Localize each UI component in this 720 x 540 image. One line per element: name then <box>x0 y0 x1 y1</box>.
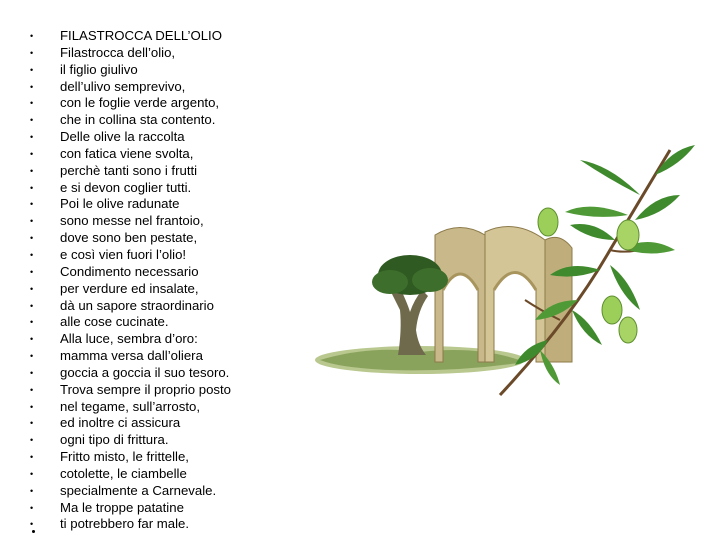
poem-line <box>30 112 231 129</box>
poem-line-text: per verdure ed insalate, <box>60 280 199 296</box>
poem-line-text: specialmente a Carnevale. <box>60 482 217 498</box>
poem-line <box>30 264 231 281</box>
poem-line-text: con fatica viene svolta, <box>60 145 194 161</box>
aqueduct-ruin <box>435 227 572 362</box>
bullet-icon: • <box>30 300 34 311</box>
poem-line-text: Ma le troppe patatine <box>60 499 184 515</box>
bullet-icon: • <box>30 485 34 496</box>
poem-line <box>30 348 231 365</box>
poem-line-text: Alla luce, sembra d’oro: <box>60 331 198 347</box>
bullet-icon: • <box>30 435 34 446</box>
bullet-icon: • <box>30 418 34 429</box>
bullet-icon: • <box>30 47 34 58</box>
bullet-icon: • <box>30 266 34 277</box>
poem-line <box>30 331 231 348</box>
poem-line <box>30 62 231 79</box>
poem-line-text: Poi le olive radunate <box>60 196 180 212</box>
bullet-icon: • <box>30 132 34 143</box>
poem-line-text: Delle olive la raccolta <box>60 129 185 145</box>
poem-line <box>30 432 231 449</box>
poem-line-text: dà un sapore straordinario <box>60 297 214 313</box>
bullet-icon: • <box>30 199 34 210</box>
bullet-icon: • <box>30 384 34 395</box>
poem-line <box>30 129 231 146</box>
bullet-icon: • <box>30 519 34 530</box>
poem-line <box>30 196 231 213</box>
poem-line-text: ed inoltre ci assicura <box>60 415 181 431</box>
bullet-icon: • <box>30 317 34 328</box>
bullet-icon: • <box>30 401 34 412</box>
poem-line <box>30 314 231 331</box>
poem-line <box>30 163 231 180</box>
poem-line <box>30 483 231 500</box>
poem-line-text: ti potrebbero far male. <box>60 516 190 532</box>
poem-line-text: Filastrocca dell’olio, <box>60 44 176 60</box>
poem-line-text: ogni tipo di frittura. <box>60 432 169 448</box>
poem-line-text: goccia a goccia il suo tesoro. <box>60 364 230 380</box>
poem-line-text: alle cose cucinate. <box>60 314 169 330</box>
poem-line <box>30 28 231 45</box>
poem-line <box>30 247 231 264</box>
bullet-icon: • <box>30 115 34 126</box>
poem-line-text: nel tegame, sull’arrosto, <box>60 398 201 414</box>
poem-line-text: sono messe nel frantoio, <box>60 213 204 229</box>
poem-line <box>30 213 231 230</box>
poem-line <box>30 399 231 416</box>
poem-line-text: dell’ulivo semprevivo, <box>60 78 186 94</box>
poem-line <box>30 180 231 197</box>
bullet-icon: • <box>30 249 34 260</box>
bullet-icon: • <box>30 351 34 362</box>
bullet-icon: • <box>30 216 34 227</box>
olive-illustration <box>310 140 700 400</box>
bullet-icon: • <box>30 502 34 513</box>
poem-line-text: FILASTROCCA DELL’OLIO <box>60 28 222 43</box>
poem-line <box>30 95 231 112</box>
poem-line-text: mamma versa dall’oliera <box>60 348 203 364</box>
poem-line <box>30 365 231 382</box>
poem-line-text: e così vien fuori l’olio! <box>60 246 187 262</box>
poem-line-text: Trova sempre il proprio posto <box>60 381 232 397</box>
bullet-icon: • <box>30 468 34 479</box>
bullet-icon: • <box>30 165 34 176</box>
poem-line <box>30 449 231 466</box>
poem-line-text: il figlio giulivo <box>60 61 138 77</box>
poem-line <box>30 298 231 315</box>
poem-line-text: e si devon coglier tutti. <box>60 179 192 195</box>
poem-line-text: perchè tanti sono i frutti <box>60 162 198 178</box>
bullet-icon: • <box>30 148 34 159</box>
poem-line <box>30 500 231 517</box>
poem-line-text: con le foglie verde argento, <box>60 95 220 111</box>
poem-line <box>30 415 231 432</box>
bullet-icon: • <box>30 98 34 109</box>
poem-line-text: Fritto misto, le frittelle, <box>60 449 189 465</box>
poem-line <box>30 516 231 533</box>
bullet-icon: • <box>30 182 34 193</box>
bullet-icon: • <box>30 81 34 92</box>
poem-line <box>30 382 231 399</box>
bullet-icon: • <box>30 367 34 378</box>
bullet-icon: • <box>30 334 34 345</box>
poem-line-text: cotolette, le ciambelle <box>60 465 187 481</box>
poem-line-text: che in collina sta contento. <box>60 112 216 128</box>
poem-text <box>30 28 231 533</box>
poem-line <box>30 146 231 163</box>
trailing-bullet <box>32 530 35 533</box>
poem-line <box>30 230 231 247</box>
poem-line-text: Condimento necessario <box>60 263 199 279</box>
poem-line <box>30 466 231 483</box>
poem-line <box>30 79 231 96</box>
bullet-icon: • <box>30 283 34 294</box>
poem-line <box>30 45 231 62</box>
bullet-icon: • <box>30 31 34 41</box>
bullet-icon: • <box>30 233 34 244</box>
bullet-icon: • <box>30 64 34 75</box>
poem-line <box>30 281 231 298</box>
poem-line-text: dove sono ben pestate, <box>60 230 198 246</box>
bullet-icon: • <box>30 452 34 463</box>
